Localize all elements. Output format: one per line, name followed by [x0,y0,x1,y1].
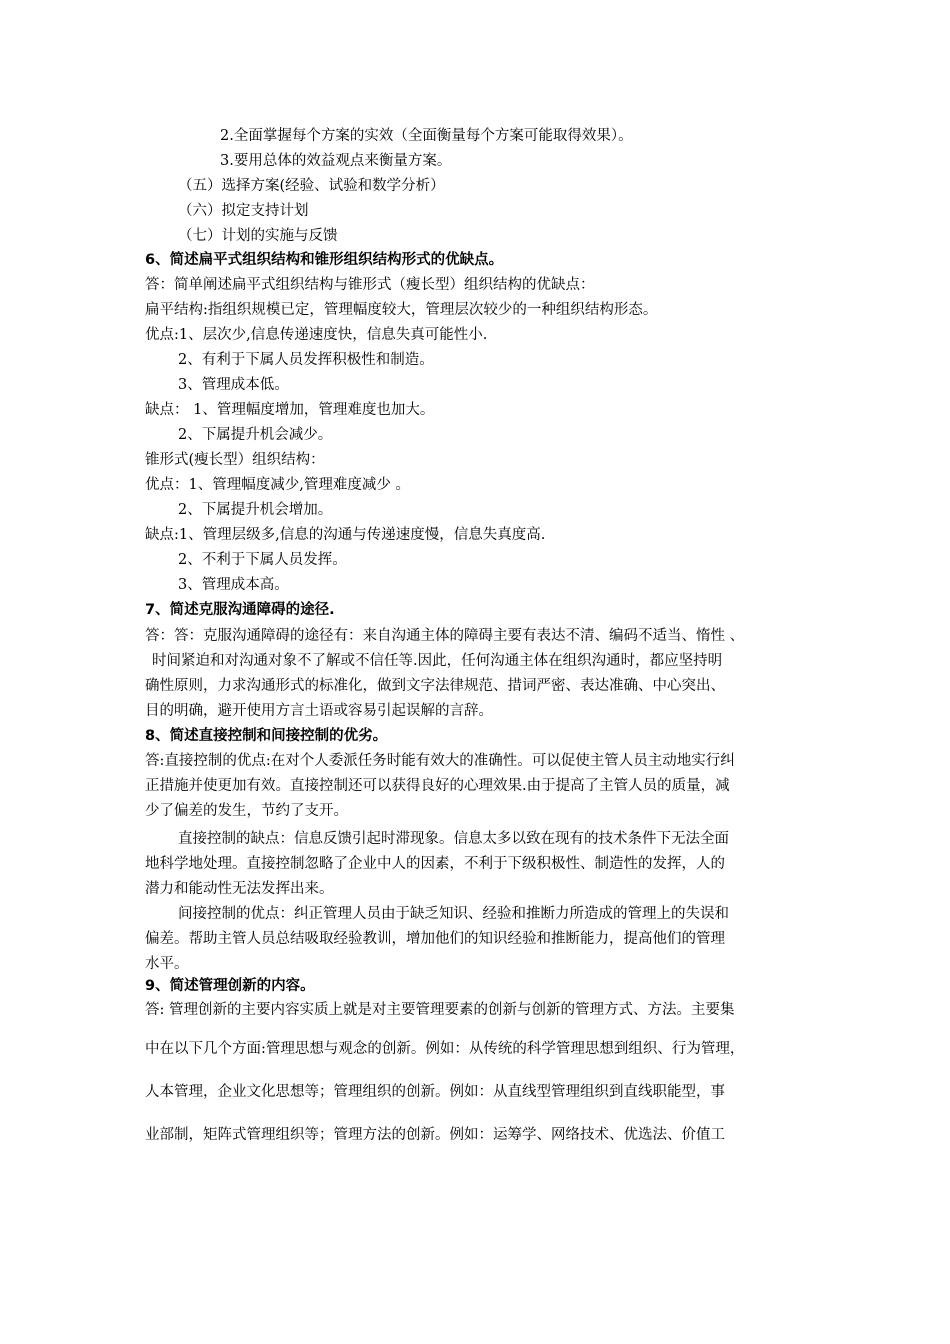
text-line: （七）计划的实施与反馈 [178,228,338,244]
text-line: 3、管理成本低。 [178,377,289,393]
text-line: 2、下属提升机会增加。 [178,502,333,518]
text-line: 锥形式(瘦长型）组织结构： [145,452,325,468]
text-line: 缺点： 1、管理幅度增加，管理难度也加大。 [145,402,435,418]
text-line: （五）选择方案(经验、试验和数学分析） [178,178,445,194]
question-heading: 7、简述克服沟通障碍的途径. [145,602,335,618]
text-line: 中在以下几个方面:管理思想与观念的创新。例如：从传统的科学管理思想到组织、行为管理， [145,1041,745,1057]
text-line: 答:直接控制的优点:在对个人委派任务时能有效大的准确性。可以促使主管人员主动地实行纠 [145,753,735,769]
question-heading: 9、简述管理创新的内容。 [145,978,315,994]
text-line: 潜力和能动性无法发挥出来。 [145,881,334,897]
text-line: 业部制，矩阵式管理组织等；管理方法的创新。例如：运筹学、网络技术、优选法、价值工 [145,1127,725,1143]
text-line: 2、有利于下属人员发挥积极性和制造。 [178,352,434,368]
text-line: 答：答：克服沟通障碍的途径有：来自沟通主体的障碍主要有表达不清、编码不适当、惰性 、 [145,628,745,644]
text-line: 直接控制的缺点：信息反馈引起时滞现象。信息太多以致在现有的技术条件下无法全面 [178,831,729,847]
text-line: 缺点:1、管理层级多,信息的沟通与传递速度慢，信息失真度高. [145,527,546,543]
text-line: 时间紧迫和对沟通对象不了解或不信任等.因此，任何沟通主体在组织沟通时，都应坚持明 [152,653,723,669]
text-line: 扁平结构:指组织规模已定，管理幅度较大，管理层次较少的一种组织结构形态。 [145,302,658,318]
text-line: 优点:1、层次少,信息传递速度快，信息失真可能性小. [145,327,488,343]
text-line: 少了偏差的发生，节约了支开。 [145,803,348,819]
text-line: 地科学地处理。直接控制忽略了企业中人的因素，不利于下级积极性、制造性的发挥，人的 [145,856,725,872]
text-line: 确性原则，力求沟通形式的标准化，做到文字法律规范、措词严密、表达准确、中心突出、 [145,678,725,694]
text-line: 水平。 [145,956,189,972]
text-line: 偏差。帮助主管人员总结吸取经验教训，增加他们的知识经验和推断能力，提高他们的管理 [145,931,725,947]
text-line: 答：简单阐述扁平式组织结构与锥形式（瘦长型）组织结构的优缺点： [145,277,595,293]
text-line: 2、不利于下属人员发挥。 [178,552,347,568]
text-line: 3.要用总体的效益观点来衡量方案。 [220,153,452,169]
text-line: 人本管理，企业文化思想等；管理组织的创新。例如：从直线型管理组织到直线职能型，事 [145,1084,725,1100]
text-line: 2.全面掌握每个方案的实效（全面衡量每个方案可能取得效果）。 [220,128,633,144]
text-line: 3、管理成本高。 [178,577,289,593]
text-line: 优点：1、管理幅度减少,管理难度减少 。 [145,477,410,493]
text-line: （六）拟定支持计划 [178,203,309,219]
text-line: 目的明确，避开使用方言土语或容易引起误解的言辞。 [145,703,493,719]
text-line: 正措施并使更加有效。直接控制还可以获得良好的心理效果.由于提高了主管人员的质量，减 [145,778,730,794]
question-heading: 6、简述扁平式组织结构和锥形组织结构形式的优缺点。 [145,252,504,268]
text-line: 间接控制的优点：纠正管理人员由于缺乏知识、经验和推断力所造成的管理上的失误和 [178,906,729,922]
question-heading: 8、简述直接控制和间接控制的优劣。 [145,728,388,744]
text-line: 2、下属提升机会减少。 [178,427,333,443]
text-line: 答: 管理创新的主要内容实质上就是对主要管理要素的创新与创新的管理方式、方法。主要集 [145,1002,735,1018]
